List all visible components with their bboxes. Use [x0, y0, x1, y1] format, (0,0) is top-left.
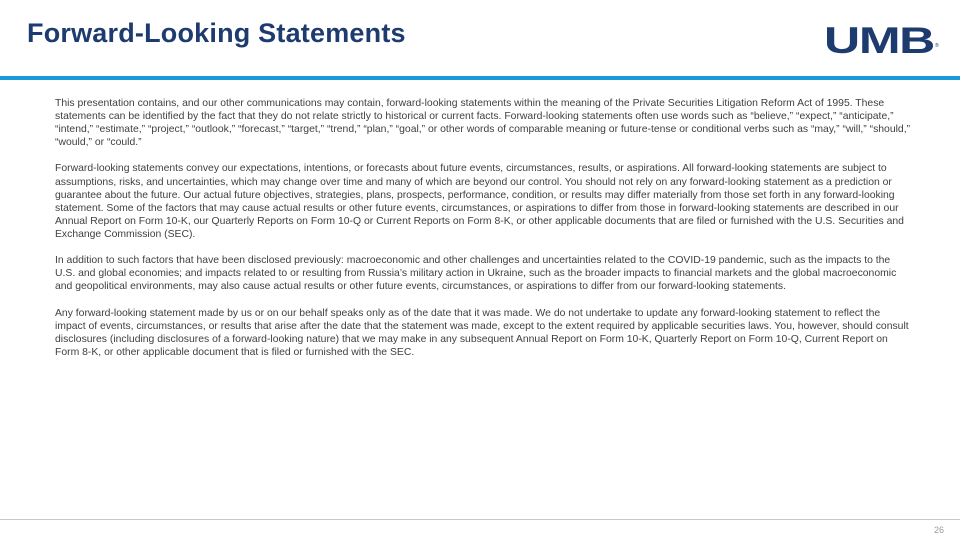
paragraph-4: Any forward-looking statement made by us or on our behalf speaks only as of the date that it was made. We do not undertake to update any forward-looking statement to reflect the impact of events, circumstances, or results that arise after the date that the statement was made, except to the extent required by applicable securities laws. You, however, should consult disclosures (including disclosures of a forward-looking nature) that we may make in any subsequent Annual Report on Form 10-K, Quarterly Report on Form 10-Q, Current Report on Form 8-K, or other applicable document that is filed or furnished with the SEC.: [55, 307, 909, 358]
registered-mark: ®: [935, 43, 939, 49]
umb-logo: [824, 22, 942, 56]
logo-text: UMB: [824, 22, 935, 56]
paragraph-1: This presentation contains, and our other communications may contain, forward-looking statements within the meaning of the Private Securities Litigation Reform Act of 1995. These statements can be identified by the fact that they do not relate strictly to historical or current facts. Forward-looking statements often use words such as “believe,” “expect,” “anticipate,” “intend,” “estimate,” “project,” “outlook,” “forecast,” “target,” “trend,” “plan,” “goal,” or other words of comparable meaning or future-tense or conditional verbs such as “may,” “will,” “should,” “would,” or “could.”: [55, 98, 911, 149]
page-title: Forward-Looking Statements: [27, 18, 406, 48]
header-divider: [0, 76, 960, 80]
page-number: 26: [933, 525, 944, 535]
paragraph-2: Forward-looking statements convey our expectations, intentions, or forecasts about future events, circumstances, results, or aspirations. All forward-looking statements are subject to assumptions, risks, and uncertainties, which may change over time and many of which are beyond our control. You should not rely on any forward-looking statement as a prediction or guarantee about the future. Our actual future objectives, strategies, plans, prospects, performance, condition, or results may differ materially from those set forth in any forward-looking statement. Some of the factors that may cause actual results or other future events, circumstances, or aspirations to differ from those in forward-looking statements are described in our Annual Report on Form 10-K, our Quarterly Reports on Form 10-Q or Current Reports on Form 8-K, or other applicable documents that are filed or furnished with the U.S. Securities and Exchange Commission (SEC).: [55, 163, 904, 240]
disclaimer-body: [55, 97, 913, 372]
paragraph-3: In addition to such factors that have been disclosed previously: macroeconomic and other challenges and uncertainties related to the COVID-19 pandemic, such as the impacts to the U.S. and global economies; and impacts related to or resulting from Russia’s military action in Ukraine, such as the broader impacts to financial markets and the global macroeconomic and geopolitical environments, may also cause actual results or other future events, circumstances, or aspirations to differ from our forward-looking statements.: [55, 255, 897, 293]
footer-divider: [0, 519, 960, 520]
